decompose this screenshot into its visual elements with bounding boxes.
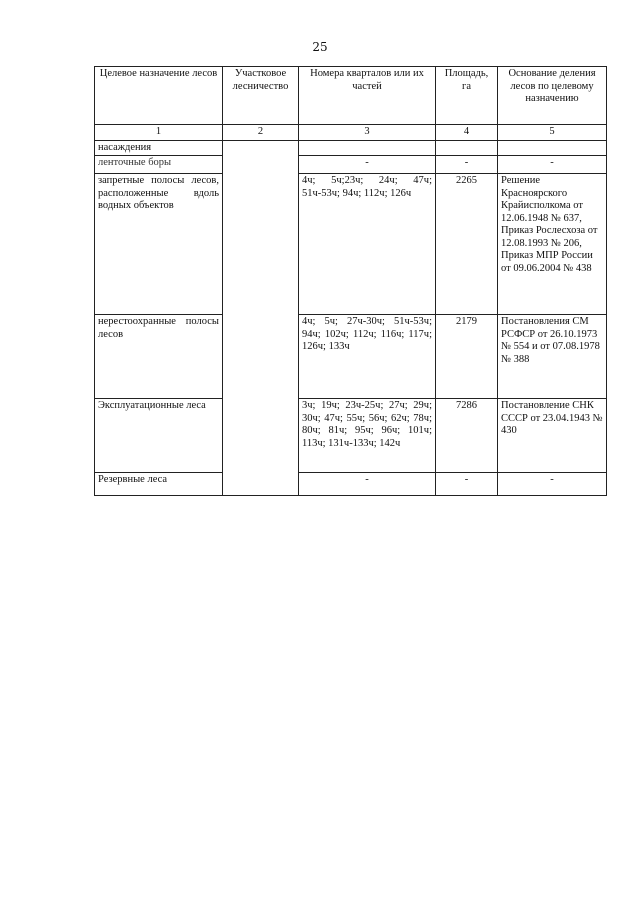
basis-cell: -: [498, 156, 607, 174]
purpose-cell: насаждения: [95, 140, 223, 156]
header-area: Площадь, га: [436, 67, 498, 125]
header-purpose: Целевое назначение лесов: [95, 67, 223, 125]
basis-cell: [498, 140, 607, 156]
table-row: [95, 473, 607, 496]
table-row: [95, 140, 607, 156]
header-forestry: Участковое лесничество: [223, 67, 299, 125]
purpose-cell: Резервные леса: [95, 473, 223, 496]
purpose-cell: Эксплуатационные леса: [95, 399, 223, 473]
forestry-cell: [223, 140, 299, 496]
table-row: [95, 174, 607, 315]
column-number: 3: [299, 125, 436, 141]
area-cell: 2265: [436, 174, 498, 315]
basis-cell: -: [498, 473, 607, 496]
area-cell: -: [436, 156, 498, 174]
quarters-cell: -: [299, 473, 436, 496]
column-number: 2: [223, 125, 299, 141]
header-row: [95, 67, 607, 125]
quarters-cell: 3ч; 19ч; 23ч-25ч; 27ч; 29ч; 30ч; 47ч; 55ч; 56ч; 62ч; 78ч; 80ч; 81ч; 95ч; 96ч; 101ч; 113ч; 131ч-133ч; 142ч: [299, 399, 436, 473]
purpose-cell: запретные полосы лесов, расположенные вдоль водных объектов: [95, 174, 223, 315]
purpose-cell: ленточные боры: [95, 156, 223, 174]
column-number: 1: [95, 125, 223, 141]
header-basis: Основание деления лесов по целевому назначению: [498, 67, 607, 125]
column-number: 5: [498, 125, 607, 141]
basis-cell: Постановление СНК СССР от 23.04.1943 № 430: [498, 399, 607, 473]
quarters-cell: 4ч; 5ч; 27ч-30ч; 51ч-53ч; 94ч; 102ч; 112ч; 116ч; 117ч; 126ч; 133ч: [299, 315, 436, 399]
purpose-cell: нерестоохранные полосы лесов: [95, 315, 223, 399]
column-number-row: [95, 125, 607, 141]
quarters-cell: 4ч; 5ч;23ч; 24ч; 47ч; 51ч-53ч; 94ч; 112ч; 126ч: [299, 174, 436, 315]
quarters-cell: [299, 140, 436, 156]
column-number: 4: [436, 125, 498, 141]
quarters-cell: -: [299, 156, 436, 174]
table-row: [95, 315, 607, 399]
table-row: [95, 156, 607, 174]
basis-cell: Решение Красноярского Крайисполкома от 12.06.1948 № 637, Приказ Рослесхоза от 12.08.1993 № 206, Приказ МПР России от 09.06.2004 № 438: [498, 174, 607, 315]
table-row: [95, 399, 607, 473]
area-cell: 2179: [436, 315, 498, 399]
forest-division-table: [94, 66, 607, 496]
area-cell: 7286: [436, 399, 498, 473]
basis-cell: Постановления СМ РСФСР от 26.10.1973 № 554 и от 07.08.1978 № 388: [498, 315, 607, 399]
page-number: 25: [312, 40, 328, 54]
header-quarters: Номера кварталов или их частей: [299, 67, 436, 125]
area-cell: -: [436, 473, 498, 496]
area-cell: [436, 140, 498, 156]
